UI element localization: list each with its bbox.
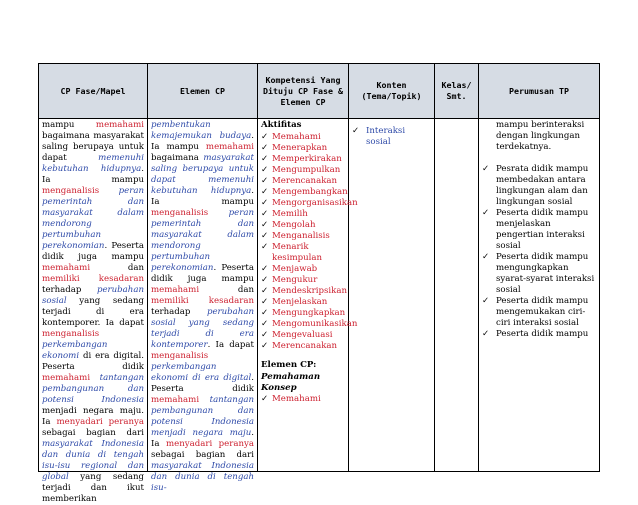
cp-table: [38, 63, 600, 504]
text-segment: . Peserta didik juga mampu: [42, 241, 144, 262]
check-icon: ✓: [482, 208, 490, 218]
text-segment: menganalisis: [42, 329, 100, 339]
text-segment: tantangan pembangunan dan potensi Indonesia: [42, 373, 144, 405]
list-item: [261, 275, 345, 286]
list-item-text: Memahami: [272, 394, 321, 404]
list-item-text: Pesrata didik mampu membedakan antara lingkungan alam dan lingkungan sosial: [496, 164, 589, 207]
text-segment: menganalisis: [151, 351, 209, 361]
check-icon: ✓: [261, 341, 269, 351]
text-segment: [199, 395, 210, 405]
text-segment: menyadari peranya: [165, 439, 255, 449]
header-cp-fase-mapel: CP Fase/Mapel: [39, 64, 148, 119]
text-segment: yang sedang terjadi dan ikut memberikan: [42, 472, 144, 504]
text-segment: terhadap: [42, 285, 97, 295]
text-segment: masyarakat Indonesia dan dunia di tengah isu-isu regional dan global: [42, 439, 144, 482]
check-icon: ✓: [261, 319, 269, 329]
list-item-text: Peserta didik mampu mengungkapkan syarat-syarat interaksi sosial: [496, 252, 595, 295]
list-item: [261, 165, 345, 176]
aktifitas-list: [261, 132, 358, 352]
check-icon: ✓: [261, 330, 269, 340]
list-item-text: Mengevaluasi: [272, 330, 333, 340]
list-item-text: Menjawab: [272, 264, 318, 274]
check-icon: ✓: [261, 143, 269, 153]
check-icon: ✓: [482, 252, 490, 262]
kompetensi-cell: [258, 119, 358, 472]
elemen-cp-subheading: Pemahaman Konsep: [261, 372, 321, 393]
check-icon: ✓: [261, 394, 269, 404]
list-item-text: Mengorganisasikan: [272, 198, 358, 208]
text-segment: dan: [199, 285, 254, 295]
check-icon: ✓: [261, 231, 269, 241]
text-segment: di era digital. Peserta didik: [42, 351, 144, 372]
list-item: [261, 297, 345, 308]
list-item-text: Peserta didik mampu: [496, 329, 589, 339]
list-item-text: Mengukur: [272, 275, 318, 285]
list-item: [482, 208, 596, 252]
list-item: [261, 330, 345, 341]
text-segment: menyadari peranya: [56, 417, 145, 427]
table-header-row: [39, 64, 600, 119]
list-item-text: Peserta didik mampu mengemukakan ciri-ciri interaksi sosial: [496, 296, 589, 328]
list-item: [261, 198, 358, 209]
header-perumusan-tp: Perumusan TP: [479, 64, 600, 119]
header-kelas-smt: Kelas/ Smt.: [435, 64, 479, 119]
list-item: [261, 187, 348, 198]
perumusan-intro: mampu berinteraksi dengan lingkungan terdekatnya.: [496, 120, 585, 152]
list-item-text: Memilih: [272, 209, 308, 219]
text-segment: peran pemerintah dan masyarakat dalam mendorong pertumbuhan perekonomian: [42, 186, 144, 251]
check-icon: ✓: [261, 286, 269, 296]
text-segment: bagaimana: [151, 153, 204, 163]
list-item: [261, 319, 358, 330]
text-segment: yang sedang terjadi di era kontemporer. Ia dapat: [42, 296, 144, 328]
list-item: [261, 242, 345, 264]
check-icon: ✓: [482, 329, 490, 339]
text-segment: . Ia dapat: [207, 340, 254, 350]
perumusan-cell: [479, 119, 600, 472]
list-item: [482, 164, 596, 208]
list-item-text: Menerapkan: [272, 143, 328, 153]
list-item-text: Mengungkapkan: [272, 308, 346, 318]
check-icon: ✓: [261, 275, 269, 285]
elemen-cp-cell: [148, 119, 258, 493]
list-item: [482, 296, 596, 329]
text-segment: . Peserta didik: [151, 373, 254, 394]
text-segment: . Ia mampu: [151, 186, 254, 207]
text-segment: [90, 373, 100, 383]
kelas-cell: [435, 119, 479, 472]
header-elemen-cp: Elemen CP: [148, 64, 258, 119]
list-item-text: Mengolah: [272, 220, 316, 230]
aktifitas-heading: Aktifitas: [261, 120, 302, 130]
text-segment: memenuhi kebutuhan hidupnya: [42, 153, 144, 174]
check-icon: ✓: [352, 126, 360, 136]
list-item: [261, 154, 345, 165]
header-konten: Konten (Tema/Topik): [349, 64, 435, 119]
list-item-text: Mengumpulkan: [272, 165, 341, 175]
text-segment: memiliki kesadaran: [42, 274, 144, 284]
text-segment: memiliki kesadaran: [151, 296, 254, 306]
text-segment: peran pemerintah dan masyarakat dalam mendorong pertumbuhan perekonomian: [151, 208, 254, 273]
text-segment: memahami: [151, 395, 200, 405]
list-item: [261, 286, 348, 297]
check-icon: ✓: [261, 132, 269, 142]
konten-item: [352, 126, 431, 148]
cp-fase-text: [42, 120, 145, 504]
text-segment: perkembangan ekonomi di era digital: [151, 362, 252, 383]
text-segment: pembentukan kemajemukan budaya: [151, 120, 252, 141]
text-segment: tantangan pembangunan dan potensi Indonesia menjadi negara maju: [151, 395, 254, 438]
text-segment: masyarakat saling berupaya untuk dapat memenuhi kebutuhan hidupnya: [151, 153, 254, 196]
cp-fase-cell: [39, 119, 148, 504]
list-item-text: Memperkirakan: [272, 154, 342, 164]
text-segment: . Ia: [151, 428, 254, 449]
check-icon: ✓: [261, 297, 269, 307]
check-icon: ✓: [261, 165, 269, 175]
elemen-cp-text: [151, 120, 255, 493]
text-segment: . Ia mampu: [151, 131, 254, 152]
document-page: [38, 63, 599, 504]
list-item: [261, 231, 345, 242]
list-item: [261, 220, 345, 231]
text-segment: dan: [90, 263, 144, 273]
text-segment: [208, 208, 229, 218]
check-icon: ✓: [261, 209, 269, 219]
text-segment: menganalisis: [42, 186, 100, 196]
list-item: [261, 132, 345, 143]
elemen-cp-list: [261, 394, 345, 405]
text-segment: bagaimana masyarakat saling berupaya untuk dapat: [42, 131, 144, 163]
list-item: [482, 252, 596, 296]
table-row: [39, 119, 600, 472]
text-segment: memahami: [205, 142, 254, 152]
text-segment: sebagai bagian dari: [42, 428, 144, 438]
text-segment: menganalisis: [151, 208, 209, 218]
text-segment: perubahan sosial: [42, 285, 144, 306]
list-item-text: Mengembangkan: [272, 187, 348, 197]
list-item-text: Mendeskripsikan: [272, 286, 348, 296]
text-segment: menjadi negara maju. Ia: [42, 406, 144, 427]
check-icon: ✓: [261, 220, 269, 230]
list-item-text: Menjelaskan: [272, 297, 328, 307]
check-icon: ✓: [482, 164, 490, 174]
text-segment: sebagai bagian dari: [151, 450, 254, 460]
list-item: [482, 329, 596, 340]
check-icon: ✓: [261, 176, 269, 186]
text-segment: memahami: [151, 285, 200, 295]
text-segment: mampu: [42, 120, 96, 130]
text-segment: memahami: [95, 120, 144, 130]
list-item: [261, 143, 345, 154]
elemen-cp-heading: Elemen CP:: [261, 360, 317, 370]
check-icon: ✓: [482, 296, 490, 306]
list-item: [261, 394, 345, 405]
list-item-text: Menarik kesimpulan: [272, 242, 323, 263]
list-item-text: Peserta didik mampu menjelaskan pengertian interaksi sosial: [496, 208, 589, 251]
text-segment: . Peserta didik juga mampu: [151, 263, 254, 284]
perumusan-list: [482, 164, 596, 340]
list-item-text: Merencanakan: [272, 176, 338, 186]
check-icon: ✓: [261, 242, 269, 252]
list-item-text: Merencanakan: [272, 341, 338, 351]
list-item-text: Mengomunikasikan: [272, 319, 358, 329]
check-icon: ✓: [261, 154, 269, 164]
text-segment: . Ia mampu: [42, 164, 144, 185]
list-item: [261, 264, 345, 275]
text-segment: [99, 186, 119, 196]
header-kompetensi: Kompetensi Yang Dituju CP Fase & Elemen CP: [258, 64, 349, 119]
text-segment: masyarakat Indonesia dan dunia di tengah isu-: [151, 461, 254, 493]
konten-cell: [349, 119, 435, 472]
list-item: [261, 176, 345, 187]
list-item-text: Memahami: [272, 132, 321, 142]
check-icon: ✓: [261, 308, 269, 318]
check-icon: ✓: [261, 198, 269, 208]
list-item-text: Menganalisis: [272, 231, 330, 241]
text-segment: terhadap: [151, 307, 207, 317]
text-segment: memahami: [42, 263, 91, 273]
check-icon: ✓: [261, 187, 269, 197]
text-segment: perubahan sosial yang sedang terjadi di era kontemporer: [151, 307, 254, 350]
konten-text: Interaksi sosial: [366, 126, 406, 147]
list-item: [261, 308, 345, 319]
text-segment: memahami: [42, 373, 91, 383]
list-item: [261, 209, 345, 220]
check-icon: ✓: [261, 264, 269, 274]
list-item: [261, 341, 345, 352]
text-segment: perkembangan ekonomi: [42, 340, 108, 361]
